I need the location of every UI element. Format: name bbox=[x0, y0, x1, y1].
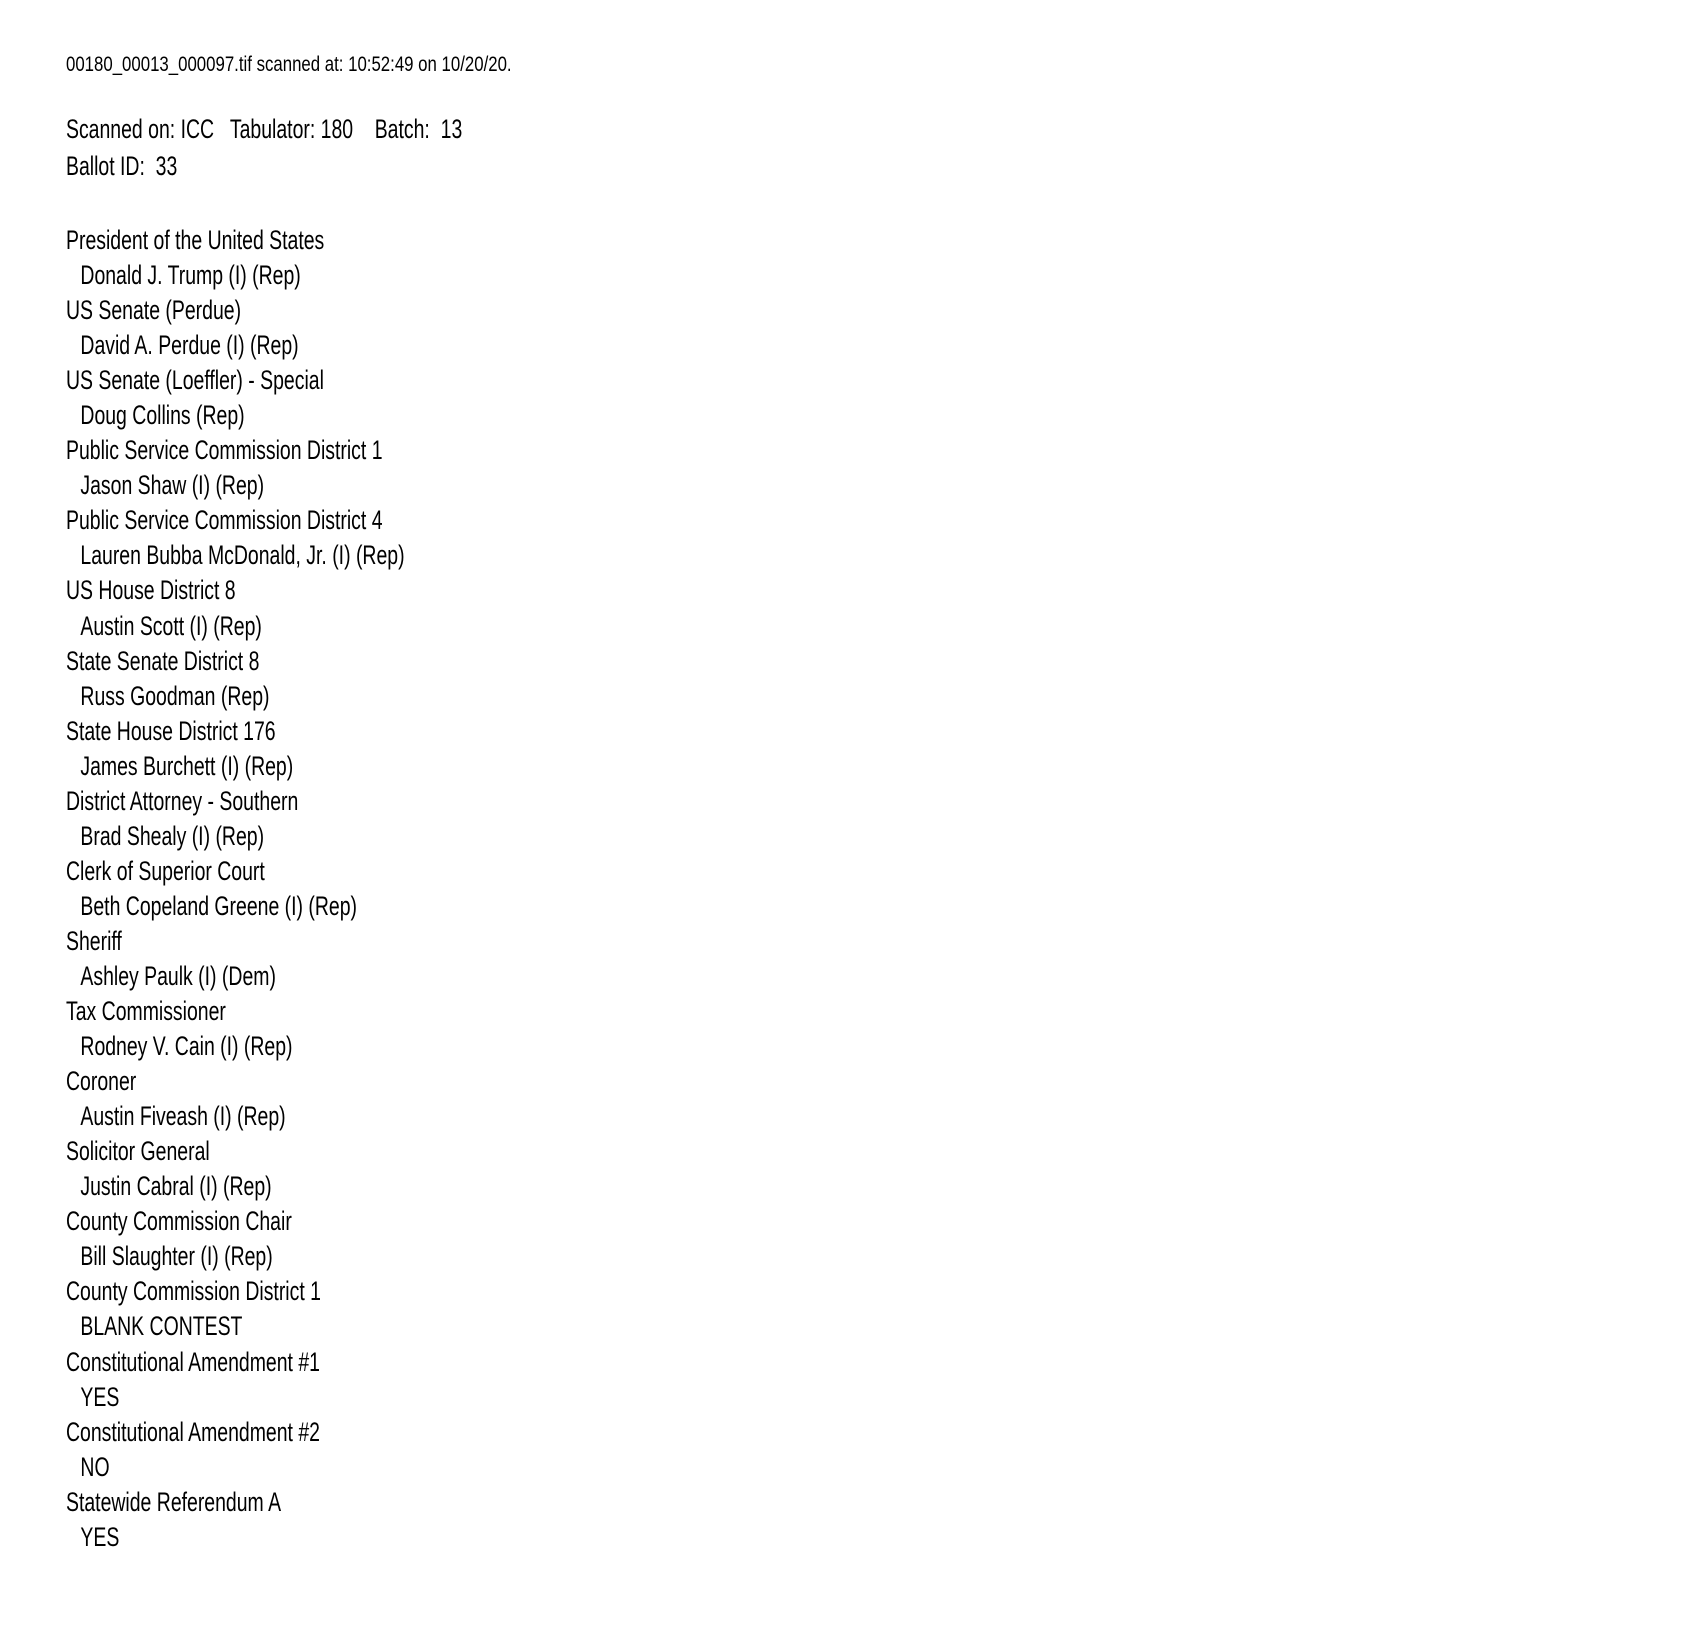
ballot-id: Ballot ID: 33 bbox=[66, 151, 178, 181]
contest-title: Solicitor General bbox=[66, 1136, 210, 1167]
contest-selection: Doug Collins (Rep) bbox=[80, 400, 245, 431]
contest-title: Statewide Referendum A bbox=[66, 1486, 282, 1517]
contest-selection: James Burchett (I) (Rep) bbox=[80, 750, 294, 781]
contest-title: Coroner bbox=[66, 1066, 137, 1097]
scanner-info: Scanned on: ICC Tabulator: 180 Batch: 13 bbox=[66, 114, 463, 144]
contest-selection: Jason Shaw (I) (Rep) bbox=[80, 470, 265, 501]
contest-title: Public Service Commission District 4 bbox=[66, 505, 383, 536]
contest-selection: Lauren Bubba McDonald, Jr. (I) (Rep) bbox=[80, 540, 405, 571]
contest-title: County Commission District 1 bbox=[66, 1276, 321, 1307]
contest-selection: BLANK CONTEST bbox=[80, 1311, 243, 1342]
contest-selection: YES bbox=[80, 1521, 120, 1552]
contest-selection: YES bbox=[80, 1381, 120, 1412]
contest-selection: Justin Cabral (I) (Rep) bbox=[80, 1171, 272, 1202]
contest-selection: Rodney V. Cain (I) (Rep) bbox=[80, 1031, 293, 1062]
contest-title: US House District 8 bbox=[66, 575, 236, 606]
contest-selection: Ashley Paulk (I) (Dem) bbox=[80, 960, 276, 991]
contest-title: US Senate (Perdue) bbox=[66, 295, 242, 326]
contest-title: Sheriff bbox=[66, 925, 122, 956]
contest-title: President of the United States bbox=[66, 225, 325, 255]
contest-selection: Donald J. Trump (I) (Rep) bbox=[80, 260, 301, 291]
contest-title: US Senate (Loeffler) - Special bbox=[66, 365, 324, 396]
contest-selection: NO bbox=[80, 1451, 110, 1482]
scan-file-line: 00180_00013_000097.tif scanned at: 10:52:49 on 10/20/20. bbox=[66, 53, 512, 76]
contest-title: District Attorney - Southern bbox=[66, 785, 299, 816]
contest-title: State House District 176 bbox=[66, 715, 276, 746]
contest-selection: Bill Slaughter (I) (Rep) bbox=[80, 1241, 273, 1272]
contest-title: Constitutional Amendment #2 bbox=[66, 1416, 320, 1447]
contest-title: County Commission Chair bbox=[66, 1206, 292, 1237]
contest-selection: David A. Perdue (I) (Rep) bbox=[80, 330, 299, 361]
contest-selection: Austin Fiveash (I) (Rep) bbox=[80, 1101, 286, 1132]
contest-title: Public Service Commission District 1 bbox=[66, 435, 383, 466]
contest-selection: Beth Copeland Greene (I) (Rep) bbox=[80, 890, 358, 921]
contest-list bbox=[66, 223, 536, 1555]
contest-selection: Russ Goodman (Rep) bbox=[80, 680, 270, 711]
contest-title: State Senate District 8 bbox=[66, 645, 260, 676]
contest-selection: Brad Shealy (I) (Rep) bbox=[80, 820, 265, 851]
contest-title: Constitutional Amendment #1 bbox=[66, 1346, 320, 1377]
contest-selection: Austin Scott (I) (Rep) bbox=[80, 610, 262, 641]
contest-title: Tax Commissioner bbox=[66, 996, 226, 1027]
contest-title: Clerk of Superior Court bbox=[66, 855, 265, 886]
